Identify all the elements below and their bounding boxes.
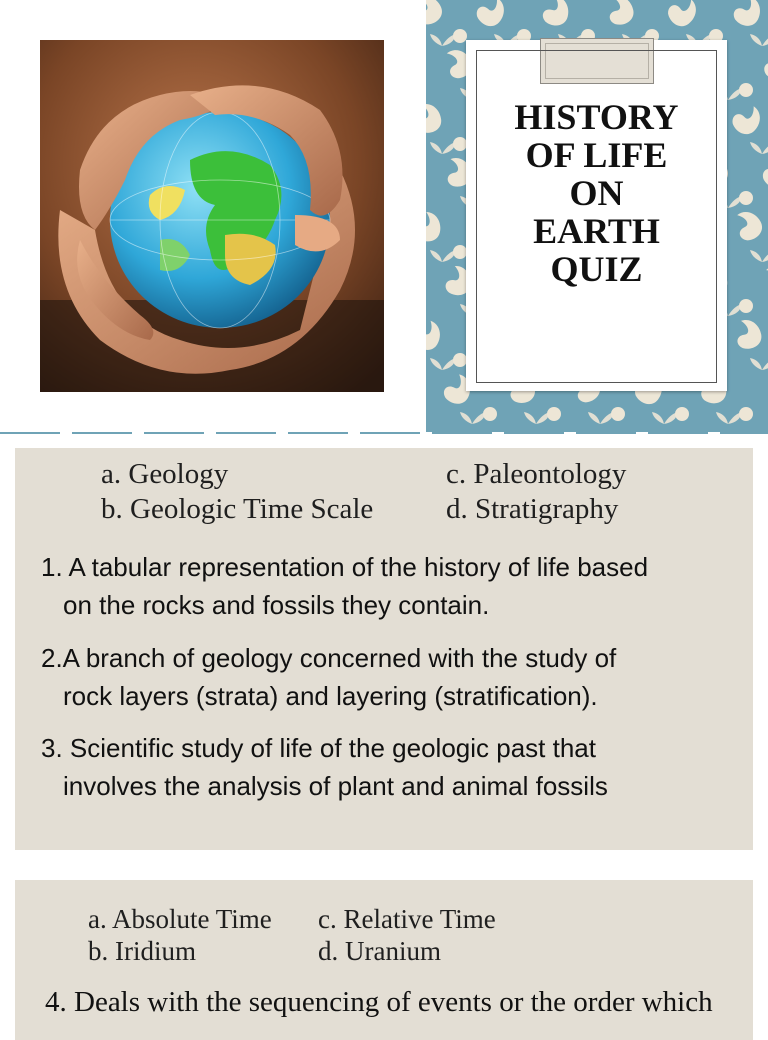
choice-a: a. Geology bbox=[101, 458, 229, 490]
quiz-title bbox=[478, 98, 715, 288]
quiz-box-2 bbox=[15, 880, 753, 1040]
paisley-shape bbox=[426, 0, 447, 29]
question-1 bbox=[41, 548, 743, 624]
leaf-shape bbox=[750, 250, 768, 262]
title-card bbox=[466, 40, 727, 391]
question-1-line-1: 1. A tabular representation of the history of life based bbox=[41, 552, 649, 582]
question-4: 4. Deals with the sequencing of events or the order which bbox=[45, 986, 713, 1018]
title-line: HISTORY bbox=[514, 97, 679, 137]
paisley-shape bbox=[664, 0, 702, 31]
leaf-shape bbox=[588, 412, 614, 424]
paisley-shape bbox=[731, 316, 765, 352]
paisley-shape bbox=[759, 155, 768, 193]
question-3-line-1: 3. Scientific study of life of the geologic past that bbox=[41, 733, 596, 763]
paisley-shape bbox=[763, 48, 768, 81]
slide-divider bbox=[0, 432, 768, 434]
question-1-line-2: on the rocks and fossils they contain. bbox=[63, 590, 490, 620]
choice-b: b. Geologic Time Scale bbox=[101, 493, 374, 525]
title-line: QUIZ bbox=[550, 249, 643, 289]
leaf-shape bbox=[430, 142, 456, 154]
paisley-shape bbox=[542, 0, 569, 26]
question-2-line-1: 2.A branch of geology concerned with the study of bbox=[41, 643, 617, 673]
question-3-line-2: involves the analysis of plant and animal fossils bbox=[63, 771, 608, 801]
leaf-shape bbox=[430, 358, 456, 370]
leaf-shape bbox=[750, 358, 768, 370]
paisley-shape bbox=[729, 206, 767, 245]
leaf-shape bbox=[652, 412, 678, 424]
globe-in-hands-photo bbox=[40, 40, 384, 392]
leaf-shape bbox=[750, 142, 768, 154]
question-3 bbox=[41, 729, 743, 805]
leaf-shape bbox=[460, 412, 486, 424]
paisley-shape bbox=[426, 100, 444, 135]
paisley-shape bbox=[603, 0, 638, 28]
choice-d: d. Uranium bbox=[318, 936, 441, 966]
title-line: EARTH bbox=[533, 211, 660, 251]
paisley-shape bbox=[728, 100, 765, 138]
paisley-shape bbox=[758, 260, 768, 299]
choice-d: d. Stratigraphy bbox=[446, 493, 619, 525]
paisley-shape bbox=[473, 0, 509, 30]
quiz-box-1 bbox=[15, 448, 753, 850]
choice-a: a. Absolute Time bbox=[88, 904, 272, 934]
paisley-shape bbox=[426, 212, 441, 242]
leaf-shape bbox=[430, 34, 456, 46]
choice-b: b. Iridium bbox=[88, 936, 196, 966]
leaf-shape bbox=[430, 250, 456, 262]
choice-c: c. Paleontology bbox=[446, 458, 627, 490]
question-2-line-2: rock layers (strata) and layering (stratification). bbox=[63, 681, 598, 711]
question-2 bbox=[41, 639, 743, 715]
choice-c: c. Relative Time bbox=[318, 904, 496, 934]
title-line: OF LIFE bbox=[525, 135, 668, 175]
paisley-shape bbox=[760, 369, 768, 407]
leaf-shape bbox=[750, 34, 768, 46]
leaf-shape bbox=[524, 412, 550, 424]
paisley-shape bbox=[732, 0, 764, 29]
paisley-shape bbox=[426, 317, 444, 353]
title-line: ON bbox=[569, 173, 624, 213]
leaf-shape bbox=[716, 412, 742, 424]
